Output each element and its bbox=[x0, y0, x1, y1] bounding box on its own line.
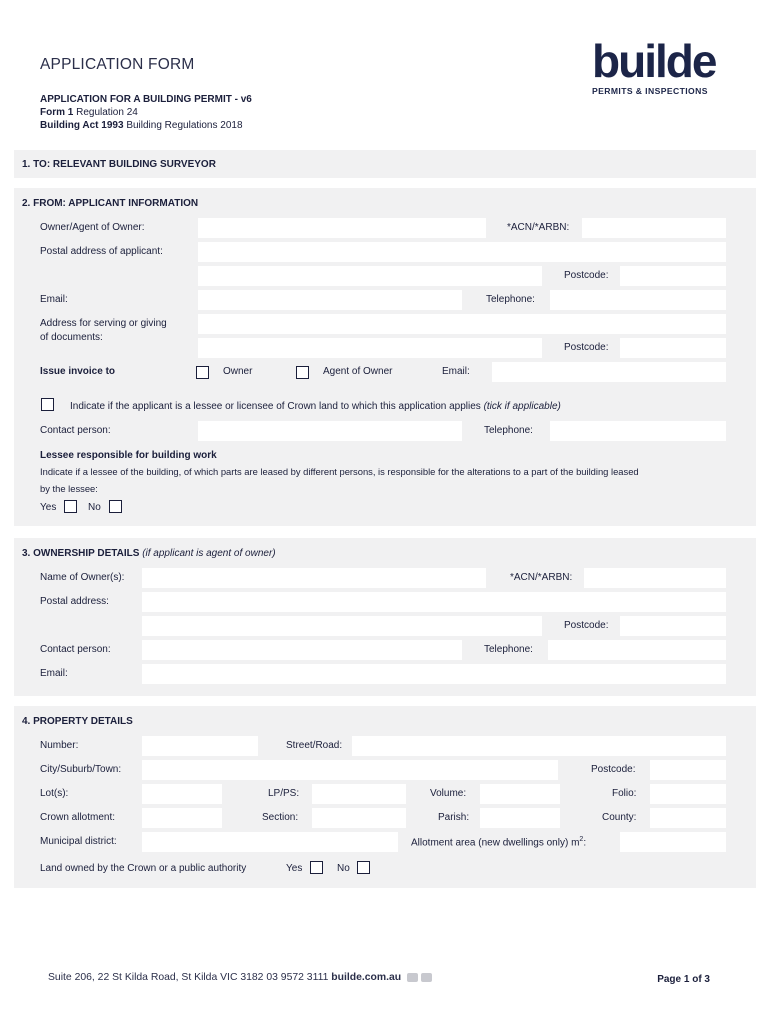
email-field[interactable] bbox=[198, 290, 462, 310]
parish-field[interactable] bbox=[480, 808, 560, 828]
footer bbox=[48, 972, 432, 983]
postcode-field[interactable] bbox=[620, 266, 726, 286]
volume-label: Volume: bbox=[430, 788, 467, 799]
act-label: Building Act 1993 bbox=[40, 120, 124, 131]
volume-field[interactable] bbox=[480, 784, 560, 804]
crown-land-text bbox=[70, 401, 561, 412]
allotment-area-colon: : bbox=[583, 837, 587, 849]
serving-address-field-2[interactable] bbox=[198, 338, 542, 358]
invoice-agent-checkbox[interactable] bbox=[296, 366, 309, 379]
lessee-title: Lessee responsible for building work bbox=[40, 450, 217, 461]
owner-names-label: Name of Owner(s): bbox=[40, 572, 125, 583]
serving-address-label-1: Address for serving or giving bbox=[40, 318, 167, 329]
owner-agent-field[interactable] bbox=[198, 218, 486, 238]
email-label: Email: bbox=[40, 294, 68, 305]
postcode-2-label: Postcode: bbox=[564, 342, 609, 353]
owner-contact-label: Contact person: bbox=[40, 644, 111, 655]
owner-postal-field-1[interactable] bbox=[142, 592, 726, 612]
logo-word: builde bbox=[592, 35, 716, 87]
lessee-yes-label: Yes bbox=[40, 502, 57, 513]
county-label: County: bbox=[602, 812, 637, 823]
invoice-email-field[interactable] bbox=[492, 362, 726, 382]
lessee-no-checkbox[interactable] bbox=[109, 500, 122, 513]
owner-postcode-field[interactable] bbox=[620, 616, 726, 636]
invoice-owner-checkbox[interactable] bbox=[196, 366, 209, 379]
owner-contact-field[interactable] bbox=[142, 640, 462, 660]
postal-address-field-1[interactable] bbox=[198, 242, 726, 262]
city-label: City/Suburb/Town: bbox=[40, 764, 122, 775]
owner-postal-field-2[interactable] bbox=[142, 616, 542, 636]
owner-email-label: Email: bbox=[40, 668, 68, 679]
form-number-label: Form 1 bbox=[40, 107, 74, 118]
section-4-panel bbox=[14, 706, 756, 888]
crown-allotment-field[interactable] bbox=[142, 808, 222, 828]
crown-allotment-label: Crown allotment: bbox=[40, 812, 116, 823]
section-3-title-note: (if applicant is agent of owner) bbox=[142, 548, 276, 559]
land-owned-label: Land owned by the Crown or a public authority bbox=[40, 863, 247, 874]
allotment-area-label bbox=[411, 836, 586, 848]
section-2-title: 2. FROM: APPLICANT INFORMATION bbox=[22, 198, 199, 209]
lessee-yes-checkbox[interactable] bbox=[64, 500, 77, 513]
telephone-2-field[interactable] bbox=[550, 421, 726, 441]
contact-person-field[interactable] bbox=[198, 421, 462, 441]
postcode-2-field[interactable] bbox=[620, 338, 726, 358]
lots-field[interactable] bbox=[142, 784, 222, 804]
owner-agent-label: Owner/Agent of Owner: bbox=[40, 222, 145, 233]
page-number: Page 1 of 3 bbox=[657, 974, 710, 985]
invoice-email-label: Email: bbox=[442, 366, 470, 377]
linkedin-icon[interactable] bbox=[407, 973, 418, 982]
land-owned-yes-label: Yes bbox=[286, 863, 303, 874]
section-1-panel bbox=[14, 150, 756, 178]
crown-land-note: (tick if applicable) bbox=[483, 401, 561, 412]
section-2-panel bbox=[14, 188, 756, 526]
crown-land-label: Indicate if the applicant is a lessee or licensee of Crown land to which this application applies bbox=[70, 401, 484, 412]
acn-label: *ACN/*ARBN: bbox=[507, 222, 570, 233]
footer-address: Suite 206, 22 St Kilda Road, St Kilda VIC 3182 03 9572 3111 bbox=[48, 972, 332, 983]
section-4-title: 4. PROPERTY DETAILS bbox=[22, 716, 133, 727]
permit-title: APPLICATION FOR A BUILDING PERMIT - v6 bbox=[40, 94, 252, 105]
footer-website-link[interactable]: builde.com.au bbox=[331, 972, 402, 983]
issue-invoice-label: Issue invoice to bbox=[40, 366, 116, 377]
section-label: Section: bbox=[262, 812, 299, 823]
parish-label: Parish: bbox=[438, 812, 470, 823]
serving-address-field-1[interactable] bbox=[198, 314, 726, 334]
form-title: APPLICATION FORM bbox=[40, 56, 195, 73]
land-owned-no-checkbox[interactable] bbox=[357, 861, 370, 874]
owner-postcode-label: Postcode: bbox=[564, 620, 609, 631]
section-3-title bbox=[22, 548, 276, 559]
section-field[interactable] bbox=[312, 808, 406, 828]
postcode-label: Postcode: bbox=[564, 270, 609, 281]
county-field[interactable] bbox=[650, 808, 726, 828]
act-text: Building Regulations 2018 bbox=[123, 120, 243, 131]
telephone-field[interactable] bbox=[550, 290, 726, 310]
lessee-text-2: by the lessee: bbox=[40, 483, 98, 494]
owner-acn-field[interactable] bbox=[584, 568, 726, 588]
invoice-owner-label: Owner bbox=[223, 366, 253, 377]
owner-acn-label: *ACN/*ARBN: bbox=[510, 572, 573, 583]
acn-field[interactable] bbox=[582, 218, 726, 238]
street-road-field[interactable] bbox=[352, 736, 726, 756]
allotment-area-sup: 2 bbox=[579, 836, 584, 843]
folio-field[interactable] bbox=[650, 784, 726, 804]
logo-tagline: PERMITS & INSPECTIONS bbox=[592, 86, 708, 96]
owner-names-field[interactable] bbox=[142, 568, 486, 588]
owner-postal-label: Postal address: bbox=[40, 596, 109, 607]
property-postcode-field[interactable] bbox=[650, 760, 726, 780]
land-owned-yes-checkbox[interactable] bbox=[310, 861, 323, 874]
telephone-label: Telephone: bbox=[486, 294, 535, 305]
folio-label: Folio: bbox=[612, 788, 637, 799]
section-3-panel bbox=[14, 538, 756, 696]
act-reference bbox=[40, 120, 243, 131]
municipal-district-field[interactable] bbox=[142, 832, 398, 852]
crown-land-checkbox[interactable] bbox=[41, 398, 54, 411]
property-number-label: Number: bbox=[40, 740, 79, 751]
lessee-text-1: Indicate if a lessee of the building, of which parts are leased by different persons, is responsible for the alterations to a part of the building leased bbox=[40, 466, 639, 477]
allotment-area-field[interactable] bbox=[620, 832, 726, 852]
land-owned-no-label: No bbox=[337, 863, 350, 874]
form-number bbox=[40, 107, 138, 118]
form-number-text: Regulation 24 bbox=[73, 107, 138, 118]
property-postcode-label: Postcode: bbox=[591, 764, 636, 775]
allotment-area-text: Allotment area (new dwellings only) m bbox=[411, 837, 580, 849]
owner-telephone-label: Telephone: bbox=[484, 644, 533, 655]
lpps-field[interactable] bbox=[312, 784, 406, 804]
lots-label: Lot(s): bbox=[40, 788, 69, 799]
street-road-label: Street/Road: bbox=[286, 740, 343, 751]
builde-logo bbox=[592, 35, 732, 96]
city-field[interactable] bbox=[142, 760, 558, 780]
serving-address-label-2: of documents: bbox=[40, 332, 103, 343]
invoice-agent-label: Agent of Owner bbox=[323, 366, 393, 377]
social-icon[interactable] bbox=[421, 973, 432, 982]
lessee-no-label: No bbox=[88, 502, 101, 513]
postal-address-label: Postal address of applicant: bbox=[40, 246, 163, 257]
section-3-title-text: 3. OWNERSHIP DETAILS bbox=[22, 548, 143, 559]
section-1-title: 1. TO: RELEVANT BUILDING SURVEYOR bbox=[22, 159, 216, 170]
contact-person-label: Contact person: bbox=[40, 425, 111, 436]
owner-email-field[interactable] bbox=[142, 664, 726, 684]
telephone-2-label: Telephone: bbox=[484, 425, 533, 436]
property-number-field[interactable] bbox=[142, 736, 258, 756]
postal-address-field-2[interactable] bbox=[198, 266, 542, 286]
lpps-label: LP/PS: bbox=[268, 788, 300, 799]
municipal-district-label: Municipal district: bbox=[40, 836, 117, 847]
owner-telephone-field[interactable] bbox=[548, 640, 726, 660]
